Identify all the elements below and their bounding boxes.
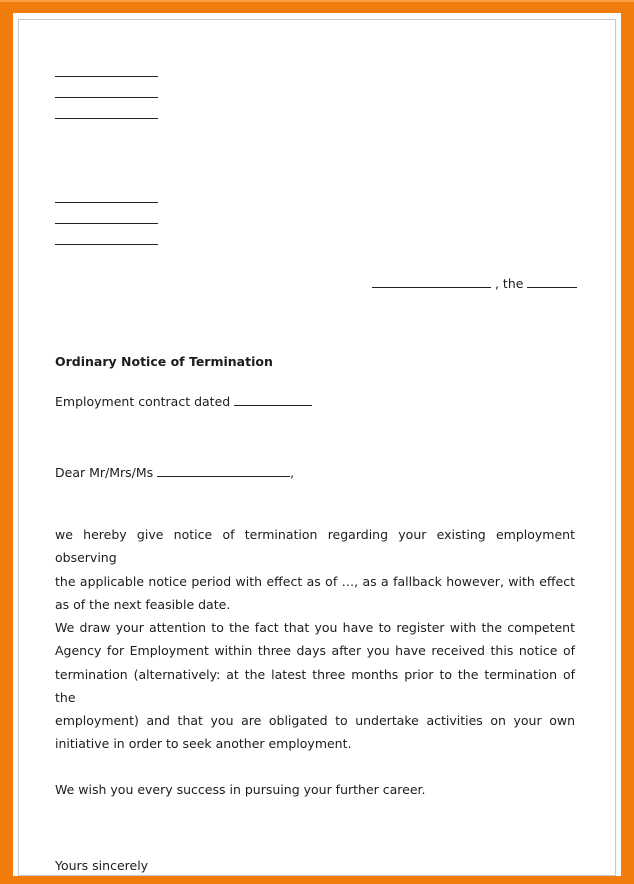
date-blank	[527, 276, 577, 288]
place-blank	[372, 276, 491, 288]
salutation-text: Dear Mr/Mrs/Ms	[55, 465, 158, 480]
paragraph-line: as of the next feasible date.	[55, 596, 231, 612]
sender-address-line-3	[55, 118, 158, 119]
paragraph-termination	[55, 523, 575, 616]
contract-line	[55, 394, 312, 410]
letter-heading: Ordinary Notice of Termination	[55, 354, 273, 369]
salutation-comma: ,	[290, 465, 295, 480]
sender-address-line-1	[55, 76, 158, 77]
closing-line: We wish you every success in pursuing your further career.	[55, 782, 426, 797]
contract-label: Employment contract dated	[55, 394, 235, 409]
recipient-address-line-2	[55, 223, 158, 224]
paragraph-line: we hereby give notice of termination regarding your existing employment observing	[55, 527, 575, 566]
paragraph-line: We draw your attention to the fact that you have to register with the competent	[55, 620, 575, 635]
recipient-address-line-1	[55, 202, 158, 203]
recipient-name-blank	[157, 465, 290, 477]
paragraph-line: the applicable notice period with effect as of …, as a fallback however, with effect	[55, 573, 575, 589]
date-separator: , the	[491, 276, 528, 291]
sign-off-cut-off: Yours sincerely	[55, 858, 149, 873]
contract-date-blank	[234, 394, 312, 406]
salutation-line	[55, 465, 294, 481]
recipient-address-line-3	[55, 244, 158, 245]
sender-address-line-2	[55, 97, 158, 98]
paragraph-registration	[55, 616, 575, 756]
paragraph-line: Agency for Employment within three days after you have received this notice of	[55, 643, 575, 659]
frame-accent	[0, 0, 634, 2]
paragraph-line: initiative in order to seek another employment.	[55, 736, 352, 752]
paragraph-line: employment) and that you are obligated to undertake activities on your own	[55, 713, 575, 729]
paragraph-line: termination (alternatively: at the latest three months prior to the termination of the	[55, 666, 575, 705]
place-date-line	[372, 276, 577, 292]
